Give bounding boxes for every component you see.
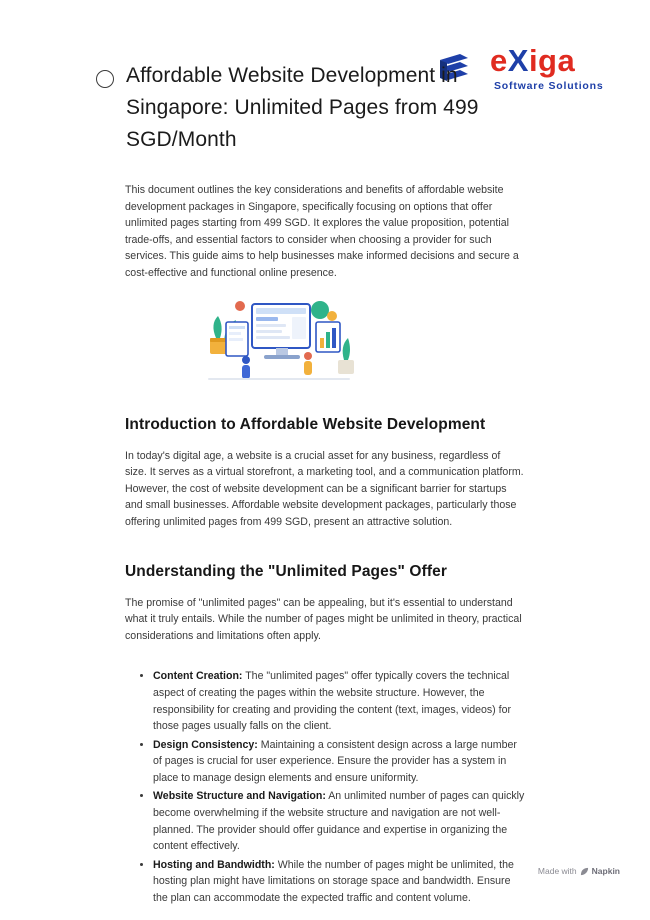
list-gap (125, 658, 525, 668)
list-item (153, 788, 525, 854)
logo-word-x: X (507, 43, 529, 78)
section-heading-introduction: Introduction to Affordable Website Development (125, 415, 486, 433)
list-item-text: Maintaining a consistent design across a large number of pages is crucial for user experience. Ensure the provider has a system in place to manage design elements and ensure uniformity. (153, 738, 517, 784)
list-item-term: Website Structure and Navigation: (153, 790, 326, 803)
list-item (153, 857, 525, 907)
footer-made-with-label: Made with (537, 866, 577, 876)
logo-subtitle: Software Solutions (494, 80, 604, 92)
footer-brand: Napkin (591, 866, 620, 876)
list-item-term: Design Consistency: (153, 738, 258, 751)
list-item-text: An unlimited number of pages can quickly become overwhelming if the website structure and navigation are not well-planned. The provider should offer guidance and expertise in organizing the content effectively. (153, 790, 525, 853)
logo-word-before: e (490, 43, 508, 78)
intro-paragraph: This document outlines the key considerations and benefits of affordable website development packages in Singapore, specifically focusing on options that offer unlimited pages starting from 499 SGD. It explores the value proposition, potential trade-offs, and essential factors to consider when choosing a provider for such services. This guide aims to help businesses make informed decisions and secure a cost-effective and functional online presence. (125, 184, 519, 279)
section-heading-unlimited-pages: Understanding the "Unlimited Pages" Offer (125, 562, 447, 580)
list-item-term: Hosting and Bandwidth: (153, 858, 275, 871)
title-row (96, 60, 516, 156)
footer-attribution (538, 866, 620, 876)
document-content (125, 182, 525, 909)
list-item-term: Content Creation: (153, 670, 243, 683)
section-paragraph-introduction: In today's digital age, a website is a crucial asset for any business, regardless of size. It serves as a virtual storefront, a marketing tool, and a communication platform. However, the cost of website development can be a significant barrier for startups and small businesses. Affordable website development packages, particularly those offering unlimited pages from 499 SGD, present an attractive solution. (125, 449, 524, 528)
list-item-text: The "unlimited pages" offer typically covers the technical aspect of creating the pages within the website structure. However, the responsibility for creating and providing the content (text, images, videos) for those pages usually falls on the client. (153, 670, 512, 733)
section-paragraph-unlimited-pages: The promise of "unlimited pages" can be appealing, but it's essential to understand what it truly entails. While the number of pages might be unlimited in theory, practical considerations and limitations often apply. (125, 596, 522, 642)
logo-word-after: iga (528, 43, 576, 78)
list-item (153, 737, 525, 787)
page-title: Affordable Website Development in Singapore: Unlimited Pages from 499 SGD/Month (126, 64, 479, 151)
list-item-text: While the number of pages might be unlimited, the hosting plan might have limitations on storage space and bandwidth. Ensure the plan can accommodate the expected traffic and content volume. (153, 858, 514, 905)
circle-bullet-icon (96, 70, 114, 88)
considerations-list (125, 668, 525, 906)
list-item (153, 668, 525, 734)
section-gap (125, 545, 525, 563)
illustration-spacer (125, 296, 525, 416)
napkin-leaf-icon (580, 867, 589, 876)
